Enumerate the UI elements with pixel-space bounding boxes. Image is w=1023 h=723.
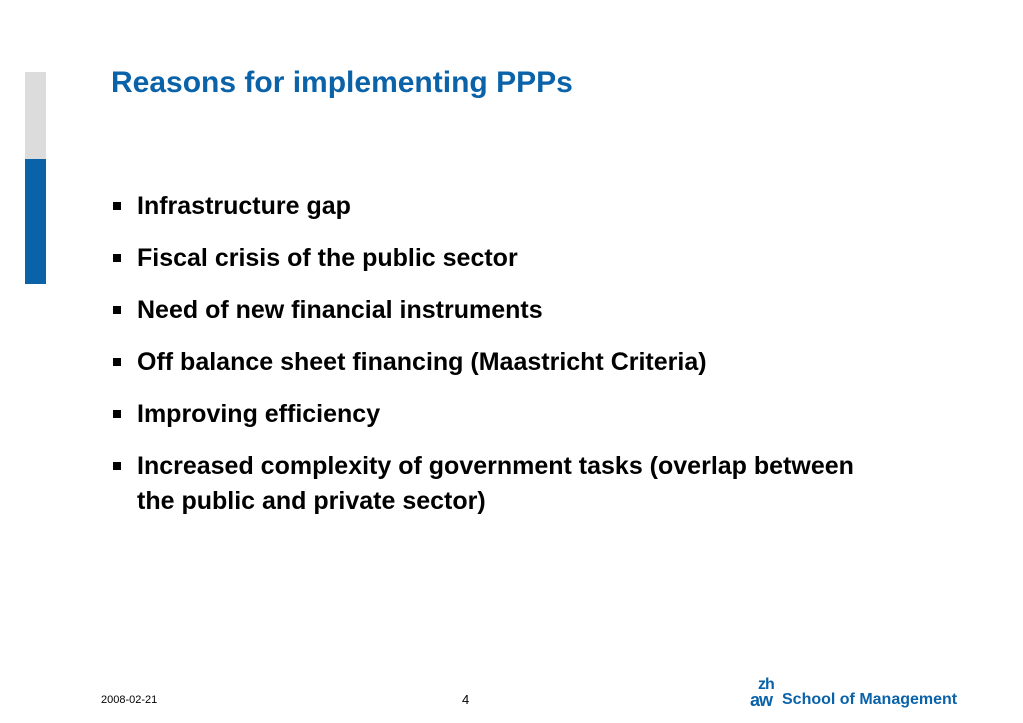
bullet-text: Off balance sheet financing (Maastricht Criteria) <box>137 348 707 376</box>
bullet-text: Increased complexity of government tasks (overlap between the public and private sector) <box>137 452 854 515</box>
bullet-text: Fiscal crisis of the public sector <box>137 244 518 272</box>
slide-title: Reasons for implementing PPPs <box>111 66 573 99</box>
logo-aw-mark: aw <box>750 690 773 710</box>
logo-school-name: School of Management <box>782 691 958 708</box>
list-item <box>111 293 871 328</box>
list-item <box>111 449 871 519</box>
square-bullet-icon <box>113 306 121 314</box>
square-bullet-icon <box>113 462 121 470</box>
page-number: 4 <box>462 692 470 707</box>
bullet-text: Infrastructure gap <box>137 192 351 220</box>
square-bullet-icon <box>113 410 121 418</box>
square-bullet-icon <box>113 254 121 262</box>
sidebar-accent-light <box>25 72 46 159</box>
bullet-text: Improving efficiency <box>137 400 381 428</box>
square-bullet-icon <box>113 202 121 210</box>
bullet-list <box>111 189 871 536</box>
list-item <box>111 189 871 224</box>
list-item <box>111 241 871 276</box>
footer-date: 2008-02-21 <box>101 694 158 706</box>
square-bullet-icon <box>113 358 121 366</box>
bullet-text: Need of new financial instruments <box>137 296 543 324</box>
sidebar-accent-blue <box>25 159 46 284</box>
list-item <box>111 345 871 380</box>
zhaw-logo <box>750 676 960 713</box>
list-item <box>111 397 871 432</box>
logo-zh-mark: zh <box>758 676 774 693</box>
